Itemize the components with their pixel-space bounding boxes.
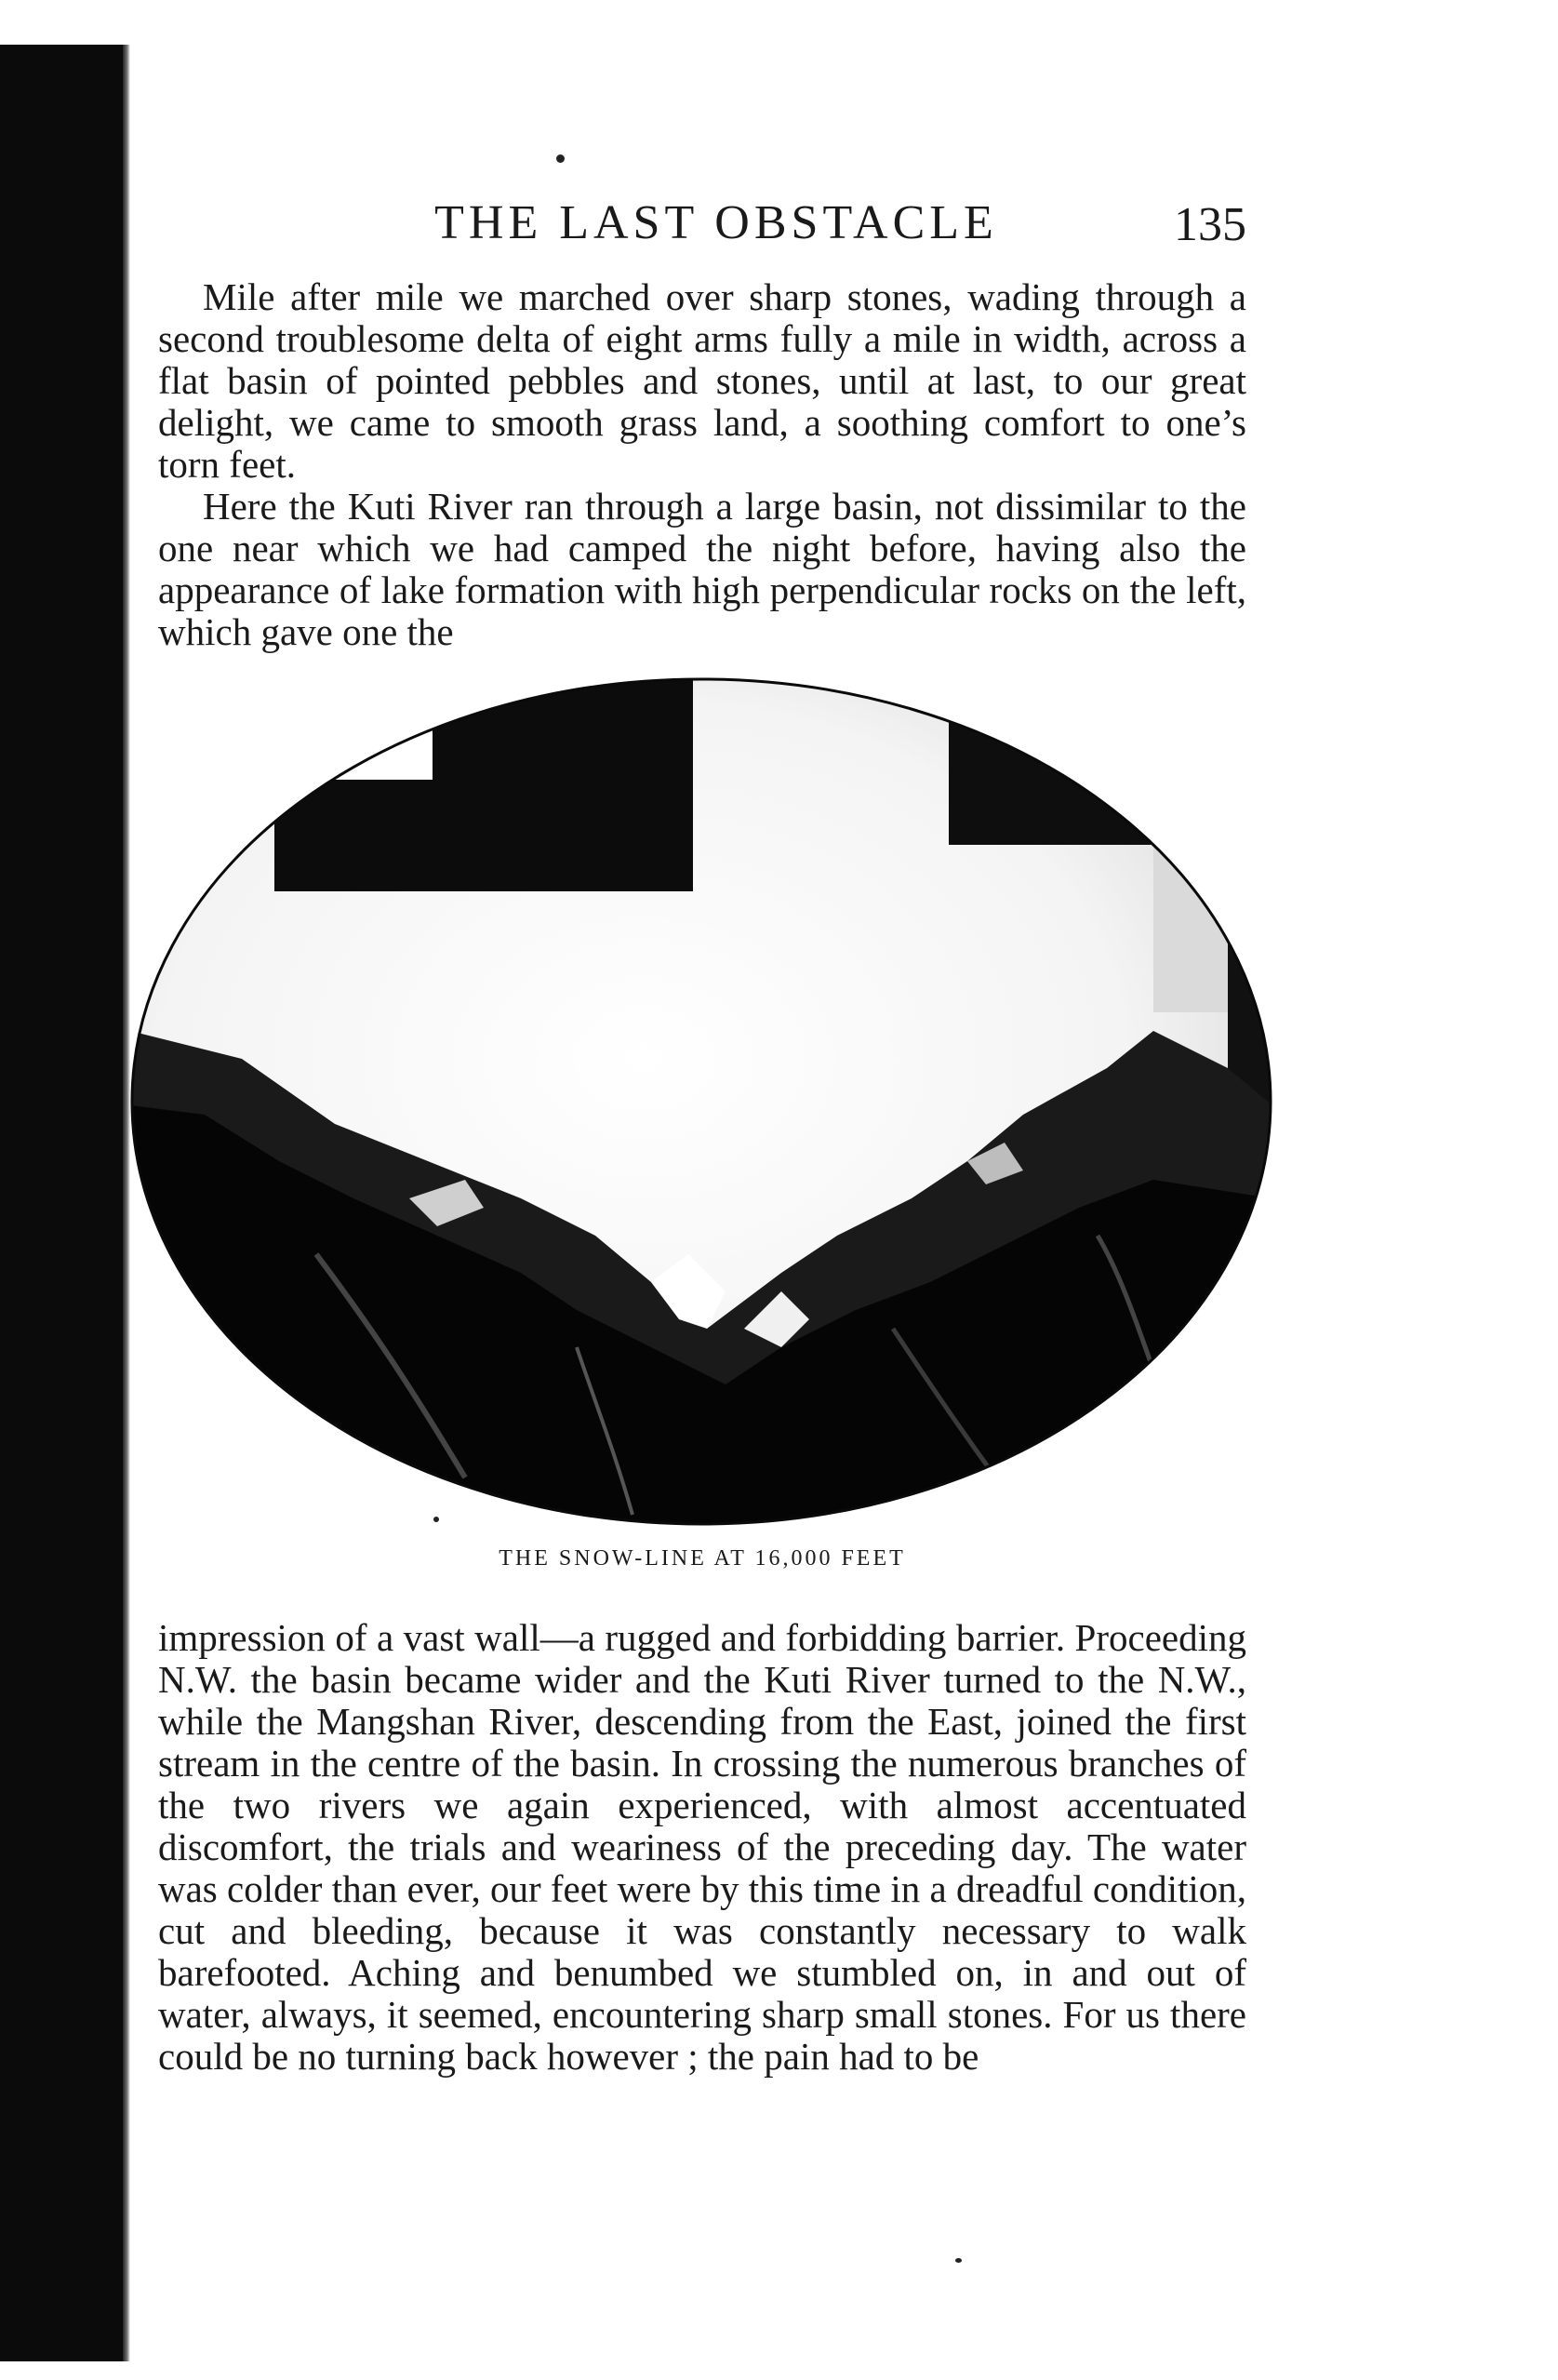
print-speck <box>955 2258 962 2263</box>
page-number: 135 <box>1174 198 1246 251</box>
photo-plate <box>130 677 1272 1526</box>
binding-edge-shadow <box>0 45 125 2361</box>
paragraph: impression of a vast wall—a rugged and forbidding barrier. Proceeding N.W. the basin became wider and the Kuti River turned to the N.W., while the Mangshan River, descending from the East, joined the first stream in the centre of the basin. In crossing the numerous branches of the two rivers we again experienced, with almost accentuated discomfort, the trials and weariness of the preceding day. The water was colder than ever, our feet were by this time in a dreadful condition, cut and bleeding, because it was constantly necessary to walk barefooted. Aching and benumbed we stumbled on, in and out of water, always, it seemed, encountering sharp small stones. For us there could be no turning back however ; the pain had to be <box>158 1616 1246 2078</box>
paragraph: Here the Kuti River ran through a large basin, not dissimilar to the one near which we had camped the night before, having also the appearance of lake formation with high perpendicular rocks on the left, which gave one the <box>158 485 1246 653</box>
snow-line-photograph <box>130 677 1272 1526</box>
text-block-bottom <box>158 1617 1246 2078</box>
text-block-top <box>158 276 1246 653</box>
print-speck <box>556 154 565 163</box>
paragraph: Mile after mile we marched over sharp stones, wading through a second troublesome delta of eight arms fully a mile in width, across a flat basin of pointed pebbles and stones, until at last, to our great delight, we came to smooth grass land, a soothing comfort to one’s torn feet. <box>158 275 1246 486</box>
figure-caption: THE SNOW-LINE AT 16,000 FEET <box>499 1546 906 1571</box>
running-head-title: THE LAST OBSTACLE <box>434 196 998 249</box>
running-head <box>172 195 1260 261</box>
